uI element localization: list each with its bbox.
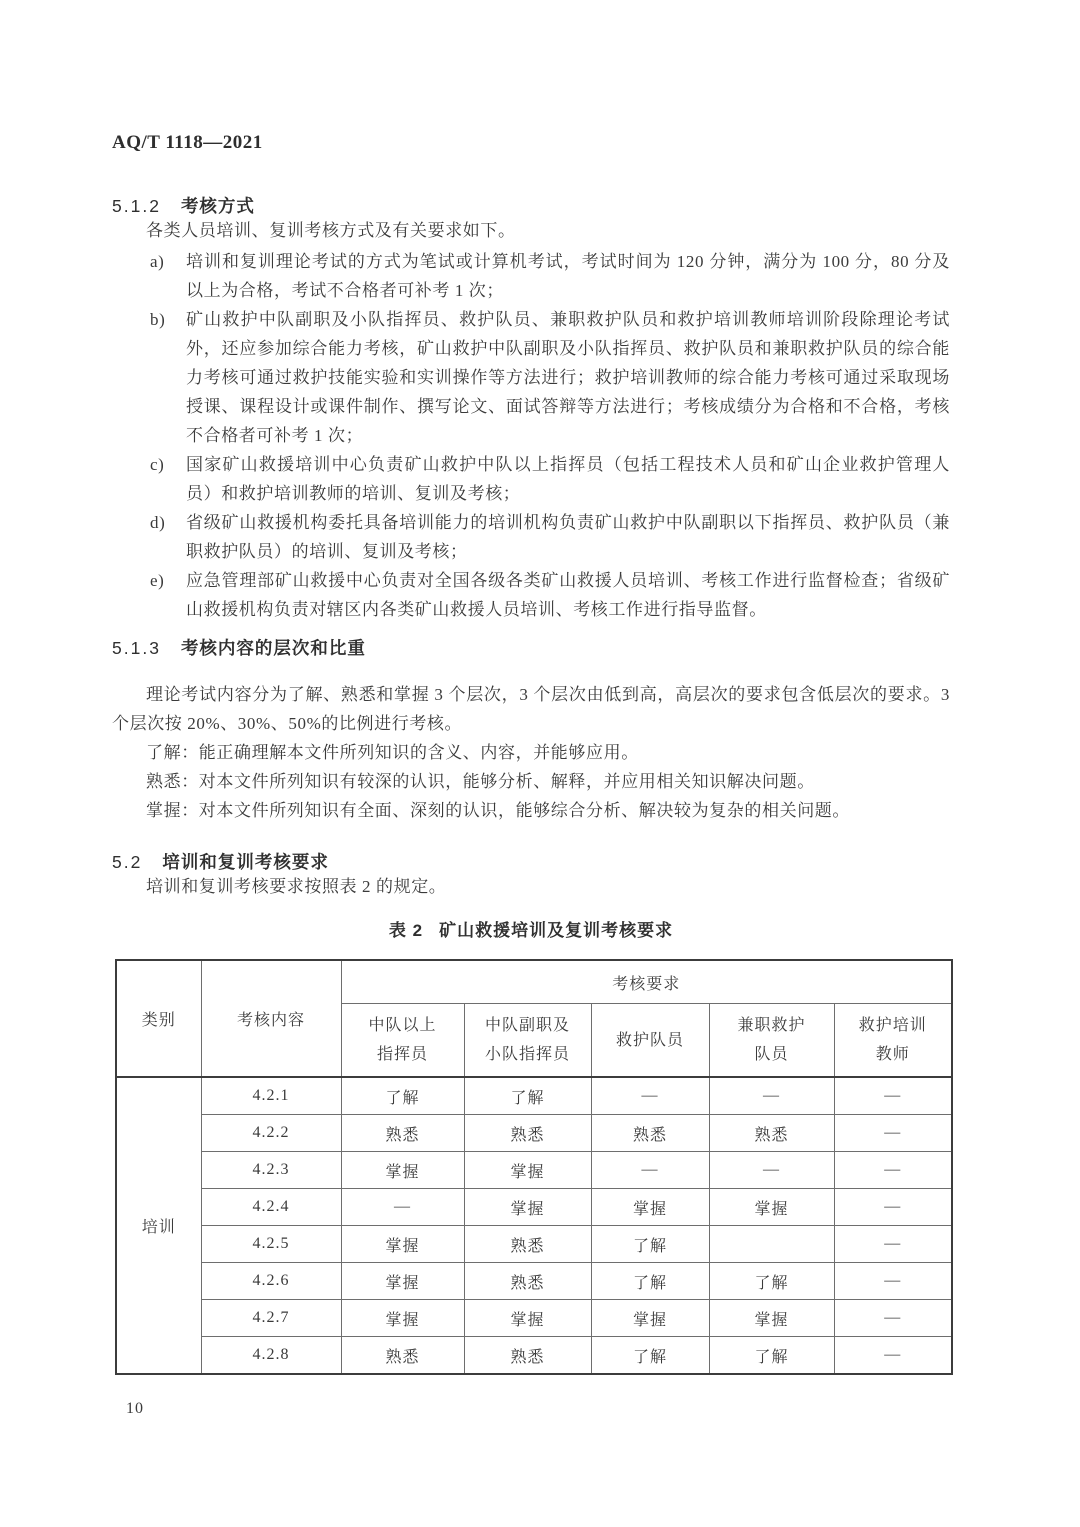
table-caption-title: 矿山救援培训及复训考核要求 <box>439 921 674 940</box>
section-title: 培训和复训考核要求 <box>162 852 329 872</box>
table-cell: 掌握 <box>591 1300 709 1337</box>
table-cell <box>709 1226 834 1263</box>
table-cell: 了解 <box>464 1077 591 1115</box>
table-cell: 了解 <box>709 1337 834 1375</box>
section-title: 考核方式 <box>180 196 255 216</box>
table-caption <box>112 920 950 942</box>
column-header-requirements-group: 考核要求 <box>341 960 952 1004</box>
section-heading-5-1-3 <box>112 638 950 658</box>
table-row <box>116 1337 952 1375</box>
table-row <box>116 1300 952 1337</box>
table-cell: 熟悉 <box>464 1226 591 1263</box>
section-heading-5-1-2 <box>112 196 950 216</box>
page-number: 10 <box>126 1400 144 1417</box>
table-cell: — <box>834 1189 952 1226</box>
category-cell: 培训 <box>116 1077 201 1374</box>
table-cell: 了解 <box>709 1263 834 1300</box>
column-header-rescue-members: 救护队员 <box>591 1004 709 1078</box>
table-cell: 4.2.1 <box>201 1077 341 1115</box>
column-header-training-teachers: 救护培训 教师 <box>834 1004 952 1078</box>
table-cell: — <box>834 1152 952 1189</box>
table-cell: 掌握 <box>709 1189 834 1226</box>
list-item-b <box>150 305 950 450</box>
paragraph: 了解：能正确理解本文件所列知识的含义、内容，并能够应用。 <box>146 743 639 762</box>
table-row <box>116 1189 952 1226</box>
table-cell: 4.2.5 <box>201 1226 341 1263</box>
list-item-text: 矿山救护中队副职及小队指挥员、救护队员、兼职救护队员和救护培训教师培训阶段除理论考试外，还应参加综合能力考核，矿山救护中队副职及小队指挥员、救护队员和兼职救护队员的综合能力考核可通过救护技能实验和实训操作等方法进行；救护培训教师的综合能力考核可通过采取现场授课、课程设计或课件制作、撰写论文、面试答辩等方法进行；考核成绩分为合格和不合格，考核不合格者可补考 1 次； <box>186 310 950 445</box>
table-cell: 熟悉 <box>464 1115 591 1152</box>
table-cell: 4.2.4 <box>201 1189 341 1226</box>
table-cell: 4.2.8 <box>201 1337 341 1375</box>
table-cell: — <box>834 1300 952 1337</box>
table-cell: — <box>834 1077 952 1115</box>
table-cell: 熟悉 <box>464 1337 591 1375</box>
table-cell: 熟悉 <box>591 1115 709 1152</box>
table-cell: 熟悉 <box>341 1337 464 1375</box>
table-cell: 掌握 <box>464 1300 591 1337</box>
table-cell: 掌握 <box>341 1263 464 1300</box>
list-item-text: 省级矿山救援机构委托具备培训能力的培训机构负责矿山救护中队副职以下指挥员、救护队员（兼职救护队员）的培训、复训及考核； <box>186 513 950 561</box>
table-cell: 掌握 <box>341 1300 464 1337</box>
table-cell: 了解 <box>591 1263 709 1300</box>
list-item-label: e) <box>150 571 165 590</box>
table-cell: 了解 <box>341 1077 464 1115</box>
section-number: 5.1.2 <box>112 196 161 216</box>
table-cell: 掌握 <box>341 1226 464 1263</box>
table-caption-label: 表 2 <box>388 921 424 940</box>
section-title: 考核内容的层次和比重 <box>180 638 366 658</box>
table-row <box>116 1226 952 1263</box>
list-item-text: 应急管理部矿山救援中心负责对全国各级各类矿山救援人员培训、考核工作进行监督检查；省级矿山救援机构负责对辖区内各类矿山救援人员培训、考核工作进行指导监督。 <box>186 571 950 619</box>
paragraph: 熟悉：对本文件所列知识有较深的认识，能够分析、解释，并应用相关知识解决问题。 <box>146 772 815 791</box>
paragraph: 理论考试内容分为了解、熟悉和掌握 3 个层次，3 个层次由低到高，高层次的要求包含低层次的要求。3 个层次按 20%、30%、50%的比例进行考核。 <box>112 685 950 733</box>
table-cell: — <box>834 1226 952 1263</box>
list-item-a <box>150 247 950 305</box>
table-cell: 熟悉 <box>464 1263 591 1300</box>
list-item-c <box>150 450 950 508</box>
intro-paragraph: 各类人员培训、复训考核方式及有关要求如下。 <box>146 221 516 240</box>
column-header-parttime-rescue-members: 兼职救护 队员 <box>709 1004 834 1078</box>
table-row <box>116 1115 952 1152</box>
table-cell: 掌握 <box>464 1189 591 1226</box>
assessment-table <box>115 959 953 1375</box>
table-cell: 掌握 <box>341 1152 464 1189</box>
table-cell: — <box>834 1263 952 1300</box>
table-cell: 4.2.6 <box>201 1263 341 1300</box>
list-item-label: b) <box>150 310 166 329</box>
list-item-label: d) <box>150 513 166 532</box>
table-cell: — <box>591 1152 709 1189</box>
section-5-1-3-paragraphs <box>112 680 950 825</box>
paragraph: 掌握：对本文件所列知识有全面、深刻的认识，能够综合分析、解决较为复杂的相关问题。 <box>146 801 850 820</box>
table-cell: — <box>834 1337 952 1375</box>
table-cell: 了解 <box>591 1226 709 1263</box>
table-cell: 熟悉 <box>709 1115 834 1152</box>
list-item-d <box>150 508 950 566</box>
lettered-list <box>112 247 950 624</box>
table-cell: 了解 <box>591 1337 709 1375</box>
table-row <box>116 1077 952 1115</box>
paragraph: 培训和复训考核要求按照表 2 的规定。 <box>146 877 447 896</box>
table-header-group-row <box>116 960 952 1004</box>
table-cell: 熟悉 <box>341 1115 464 1152</box>
page-content <box>112 132 950 1375</box>
list-item-text: 培训和复训理论考试的方式为笔试或计算机考试，考试时间为 120 分钟，满分为 100 分，80 分及以上为合格，考试不合格者可补考 1 次； <box>186 252 950 300</box>
column-header-content: 考核内容 <box>201 960 341 1077</box>
table-cell: 4.2.7 <box>201 1300 341 1337</box>
list-item-text: 国家矿山救援培训中心负责矿山救护中队以上指挥员（包括工程技术人员和矿山企业救护管理人员）和救护培训教师的培训、复训及考核； <box>186 455 950 503</box>
column-header-deputy-squad-commanders: 中队副职及 小队指挥员 <box>464 1004 591 1078</box>
table-cell: — <box>834 1115 952 1152</box>
table-cell: 4.2.2 <box>201 1115 341 1152</box>
doc-standard-number: AQ/T 1118—2021 <box>112 132 263 153</box>
list-item-e <box>150 566 950 624</box>
table-cell: 掌握 <box>709 1300 834 1337</box>
column-header-category: 类别 <box>116 960 201 1077</box>
list-item-label: a) <box>150 252 165 271</box>
table-cell: — <box>709 1077 834 1115</box>
table-cell: 掌握 <box>591 1189 709 1226</box>
table-cell: 掌握 <box>464 1152 591 1189</box>
section-number: 5.1.3 <box>112 638 161 658</box>
table-cell: 4.2.3 <box>201 1152 341 1189</box>
table-row <box>116 1152 952 1189</box>
table-cell: — <box>709 1152 834 1189</box>
table-cell: — <box>591 1077 709 1115</box>
section-number: 5.2 <box>112 852 143 872</box>
table-cell: — <box>341 1189 464 1226</box>
section-heading-5-2 <box>112 852 950 872</box>
list-item-label: c) <box>150 455 165 474</box>
column-header-brigade-commanders: 中队以上 指挥员 <box>341 1004 464 1078</box>
table-row <box>116 1263 952 1300</box>
